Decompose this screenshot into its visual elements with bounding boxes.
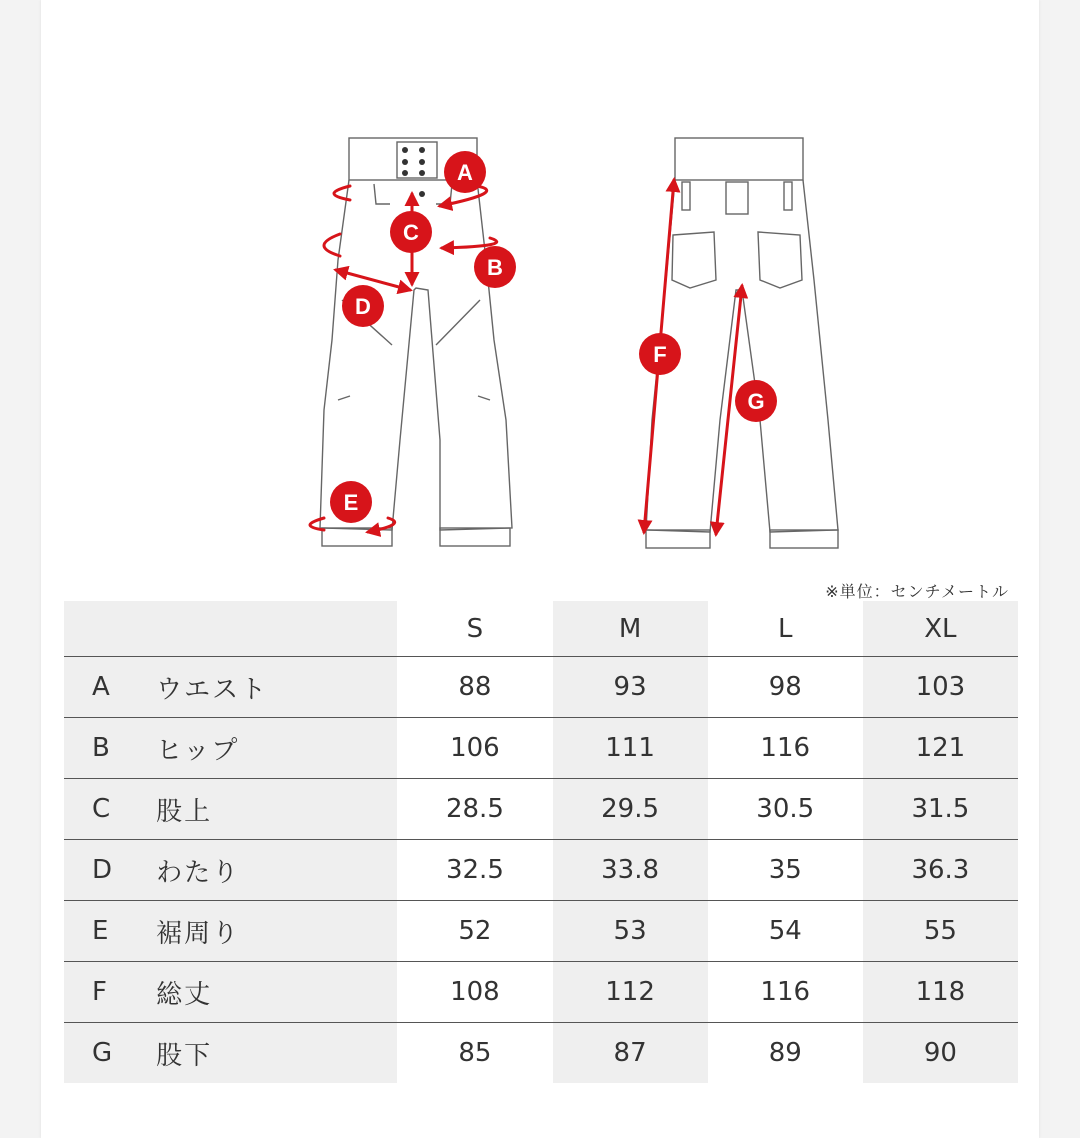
svg-text:B: B xyxy=(487,255,503,280)
cell-size-m: 33.8 xyxy=(553,840,708,901)
cell-size-l: 54 xyxy=(708,901,863,962)
label-g-badge xyxy=(735,380,777,422)
table-row xyxy=(64,840,1018,901)
svg-text:G: G xyxy=(747,389,765,414)
cell-size-m: 87 xyxy=(553,1023,708,1084)
cell-size-m: 111 xyxy=(553,718,708,779)
cell-size-l: 116 xyxy=(708,718,863,779)
label-f-badge xyxy=(639,333,681,375)
row-code: G xyxy=(64,1023,156,1084)
label-b-badge xyxy=(474,246,516,288)
cell-size-m: 93 xyxy=(553,657,708,718)
row-code: A xyxy=(64,657,156,718)
cell-size-s: 28.5 xyxy=(397,779,552,840)
cell-size-l: 35 xyxy=(708,840,863,901)
row-code: B xyxy=(64,718,156,779)
cell-size-xl: 121 xyxy=(863,718,1018,779)
svg-text:C: C xyxy=(403,220,419,245)
row-name: 総丈 xyxy=(156,962,397,1023)
row-name: ウエスト xyxy=(156,657,397,718)
svg-text:F: F xyxy=(653,342,667,367)
row-name: 股上 xyxy=(156,779,397,840)
cell-size-s: 85 xyxy=(458,1038,492,1068)
row-name: 裾周り xyxy=(156,901,397,962)
content-card xyxy=(41,0,1039,1138)
button-dots xyxy=(402,147,425,197)
table-row xyxy=(64,718,1018,779)
table-header-row xyxy=(64,601,1018,657)
row-name: 股下 xyxy=(156,1023,397,1084)
header-size-s: S xyxy=(397,601,552,657)
header-size-l: L xyxy=(708,601,863,657)
cell-size-xl: 103 xyxy=(863,657,1018,718)
row-name: わたり xyxy=(156,840,397,901)
table-row xyxy=(64,1023,1018,1084)
cell-size-l: 30.5 xyxy=(708,779,863,840)
row-code: E xyxy=(64,901,156,962)
cell-size-m: 112 xyxy=(553,962,708,1023)
size-table xyxy=(64,601,1018,1083)
row-code: F xyxy=(64,962,156,1023)
cell-size-s: 106 xyxy=(397,718,552,779)
cell-size-l: 116 xyxy=(708,962,863,1023)
cell-size-m: 53 xyxy=(553,901,708,962)
cell-size-s: 108 xyxy=(397,962,552,1023)
cell-size-s: 88 xyxy=(397,657,552,718)
label-c-badge xyxy=(390,211,432,253)
pants-measurement-diagram xyxy=(280,120,880,560)
label-d-badge xyxy=(342,285,384,327)
cell-size-xl: 118 xyxy=(863,962,1018,1023)
svg-text:A: A xyxy=(457,160,473,185)
row-code: D xyxy=(64,840,156,901)
cell-size-s: 32.5 xyxy=(397,840,552,901)
svg-text:D: D xyxy=(355,294,371,319)
cell-size-xl: 90 xyxy=(863,1023,1018,1084)
header-size-xl: XL xyxy=(863,601,1018,657)
cell-size-s: 52 xyxy=(397,901,552,962)
table-row xyxy=(64,779,1018,840)
svg-text:E: E xyxy=(343,490,359,515)
header-size-m: M xyxy=(553,601,708,657)
table-row xyxy=(64,962,1018,1023)
header-blank xyxy=(64,601,397,657)
cell-size-xl: 31.5 xyxy=(863,779,1018,840)
table-row xyxy=(64,657,1018,718)
cell-size-l: 98 xyxy=(708,657,863,718)
row-code: C xyxy=(64,779,156,840)
label-e-badge xyxy=(330,481,372,523)
row-name: ヒップ xyxy=(156,718,397,779)
cell-size-xl: 36.3 xyxy=(863,840,1018,901)
cell-size-m: 29.5 xyxy=(553,779,708,840)
cell-size-l: 89 xyxy=(768,1038,802,1068)
table-row xyxy=(64,901,1018,962)
cell-size-xl: 55 xyxy=(863,901,1018,962)
unit-note: ※単位：センチメートル xyxy=(825,582,1009,601)
label-a-badge xyxy=(444,151,486,193)
